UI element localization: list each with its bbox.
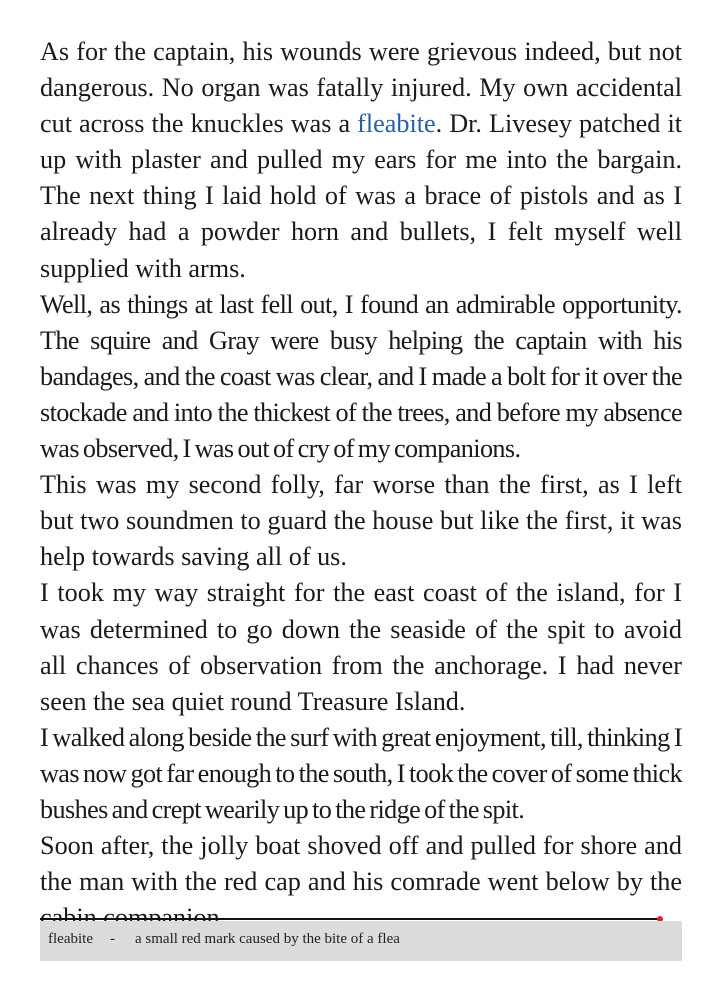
paragraph-5: I walked along beside the surf with great enjoyment, till, thinking I was now got far enough to the south, I took the cover of some thick bushes and crept wearily up to the ridge of the spit.	[40, 722, 682, 824]
footnote-term: fleabite	[48, 931, 93, 947]
footnote-definition: a small red mark caused by the bite of a flea	[135, 931, 400, 947]
footnote-separator: -	[110, 931, 115, 947]
paragraph-2: Well, as things at last fell out, I found an admirable opportunity. The squire and Gray were busy helping the captain with his bandages, and the coast was clear, and I made a bolt for it over the stockade and into the thickest of the trees, and before my absence was observed, I was out of cry of my companions.	[40, 289, 682, 464]
paragraph-6: Soon after, the jolly boat shoved off and pulled for shore and the man with the red cap and his comrade went below by the	[40, 831, 682, 897]
paragraph-1	[40, 34, 682, 287]
fleabite-glossary-link[interactable]: fleabite	[357, 109, 436, 139]
glossary-footnote	[40, 921, 682, 961]
paragraph-4: I took my way straight for the east coast of the island, for I was determined to go down the seaside of the spit to avoid all chances of observation from the anchorage. I had never seen the sea quiet round Treasure Island.	[40, 578, 682, 716]
paragraph-1-start: As for the captain, his wounds were grievous indeed, but not dangerous. No organ was fatally injured. My own accidental cut across the knuckles was a	[40, 37, 682, 139]
footnote-divider	[40, 918, 660, 920]
paragraph-1-end: . Dr. Livesey patched it up with plaster and pulled my ears for me into the bargain. The next thing I laid hold of was a brace of pistols and as I already had a powder horn and bullets, I felt myself well supplied with arms.	[40, 109, 682, 283]
story-text	[40, 34, 682, 936]
paragraph-3: This was my second folly, far worse than the first, as I left but two soundmen to guard the house but like the first, it was help towards saving all of us.	[40, 470, 682, 572]
